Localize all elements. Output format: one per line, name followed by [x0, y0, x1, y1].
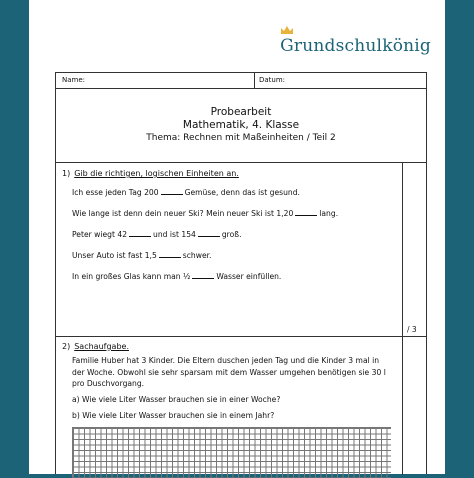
worksheet-page [29, 0, 445, 474]
task-1-heading: 1) Gib die richtigen, logischen Einheiten an. [62, 169, 239, 178]
logo-text: Grundschulkönig [280, 36, 431, 56]
answer-blank[interactable] [295, 209, 317, 216]
score-column-divider [402, 163, 403, 338]
answer-blank[interactable] [129, 230, 151, 237]
answer-blank[interactable] [198, 230, 220, 237]
header-row [56, 72, 426, 89]
date-label: Datum: [259, 76, 286, 84]
task-1-section [56, 162, 426, 338]
title-line-1: Probearbeit [210, 106, 272, 118]
answer-blank[interactable] [159, 251, 181, 258]
task-2-question-b: b) Wie viele Liter Wasser brauchen sie in einem Jahr? [72, 411, 275, 420]
task-1-line-4: Unser Auto ist fast 1,5 schwer. [72, 251, 212, 260]
name-label: Name: [62, 76, 86, 84]
exam-title [56, 106, 426, 144]
task-2-paragraph: Familie Huber hat 3 Kinder. Die Eltern duschen jeden Tag und die Kinder 3 mal in der Woche. Obwohl sie sehr sparsam mit dem Wasser umgehen benötigen sie 30 l pro Duschvorgang. [72, 356, 386, 388]
exam-sheet [55, 72, 427, 474]
answer-blank[interactable] [161, 188, 183, 195]
task-1-line-5: In ein großes Glas kann man ½ Wasser einfüllen. [72, 272, 282, 281]
task-1-line-2: Wie lange ist denn dein neuer Ski? Mein neuer Ski ist 1,20 lang. [72, 209, 339, 218]
task-2-question-a: a) Wie viele Liter Wasser brauchen sie in einer Woche? [72, 395, 281, 404]
task-2-section [56, 336, 426, 475]
task-1-line-1: Ich esse jeden Tag 200 Gemüse, denn das ist gesund. [72, 188, 300, 197]
title-line-3: Thema: Rechnen mit Maßeinheiten / Teil 2 [146, 133, 336, 143]
task-1-score: / 3 [407, 325, 417, 334]
answer-grid[interactable] [72, 427, 391, 478]
crown-icon [280, 25, 294, 35]
score-column-divider [402, 337, 403, 475]
task-1-line-3: Peter wiegt 42 und ist 154 groß. [72, 230, 242, 239]
title-line-2: Mathematik, 4. Klasse [182, 119, 300, 131]
answer-blank[interactable] [192, 272, 214, 279]
header-divider [254, 73, 255, 88]
brand-logo [280, 36, 431, 56]
task-2-heading: 2) Sachaufgabe. [62, 342, 129, 351]
